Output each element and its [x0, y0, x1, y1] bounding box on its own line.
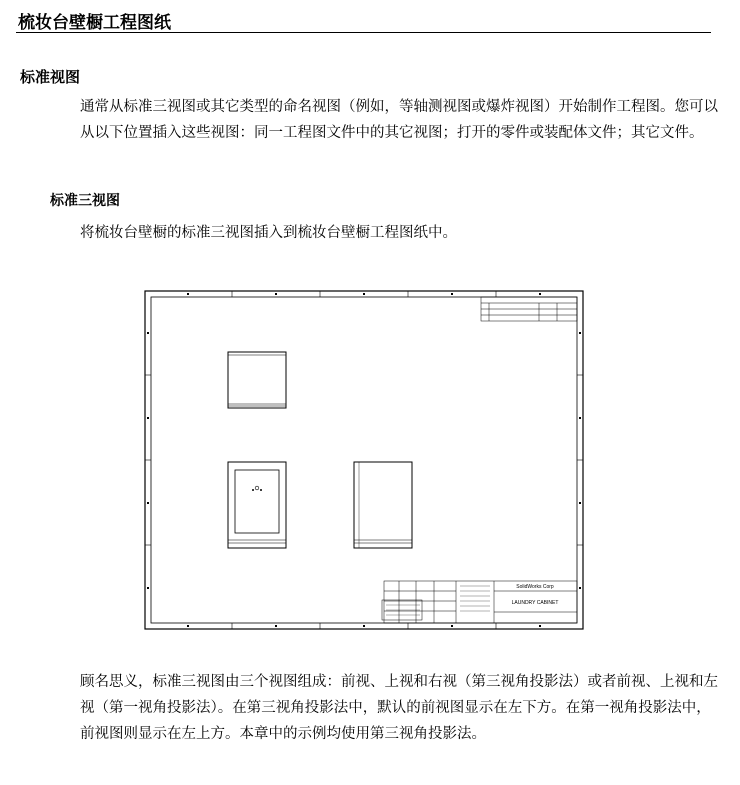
subsection-heading: 标准三视图: [50, 193, 120, 209]
subsection-instruction: 将梳妆台壁橱的标准三视图插入到梳妆台壁橱工程图纸中。: [80, 225, 457, 241]
sheet-outer-border: [145, 291, 583, 629]
section-intro-paragraph: 通常从标准三视图或其它类型的命名视图（例如，等轴测视图或爆炸视图）开始制作工程图。您可以从以下位置插入这些视图：同一工程图文件中的其它视图；打开的零件或装配体文件；其它文件。: [80, 99, 718, 141]
title-block-part-name: LAUNDRY CABINET: [511, 600, 559, 606]
page-title: 梳妆台壁橱工程图纸: [18, 13, 171, 33]
drawing-sheet-figure: [144, 290, 584, 630]
title-block-company: SolidWorks Corp: [516, 584, 554, 590]
explanation-paragraph: 顾名思义，标准三视图由三个视图组成：前视、上视和右视（第三视角投影法）或者前视、上视和左视（第一视角投影法）。在第三视角投影法中，默认的前视图显示在左下方。在第一视角投影法中，前视图则显示在左上方。本章中的示例均使用第三视角投影法。: [80, 674, 718, 742]
title-underline: [16, 32, 711, 33]
section-heading: 标准视图: [20, 68, 81, 86]
